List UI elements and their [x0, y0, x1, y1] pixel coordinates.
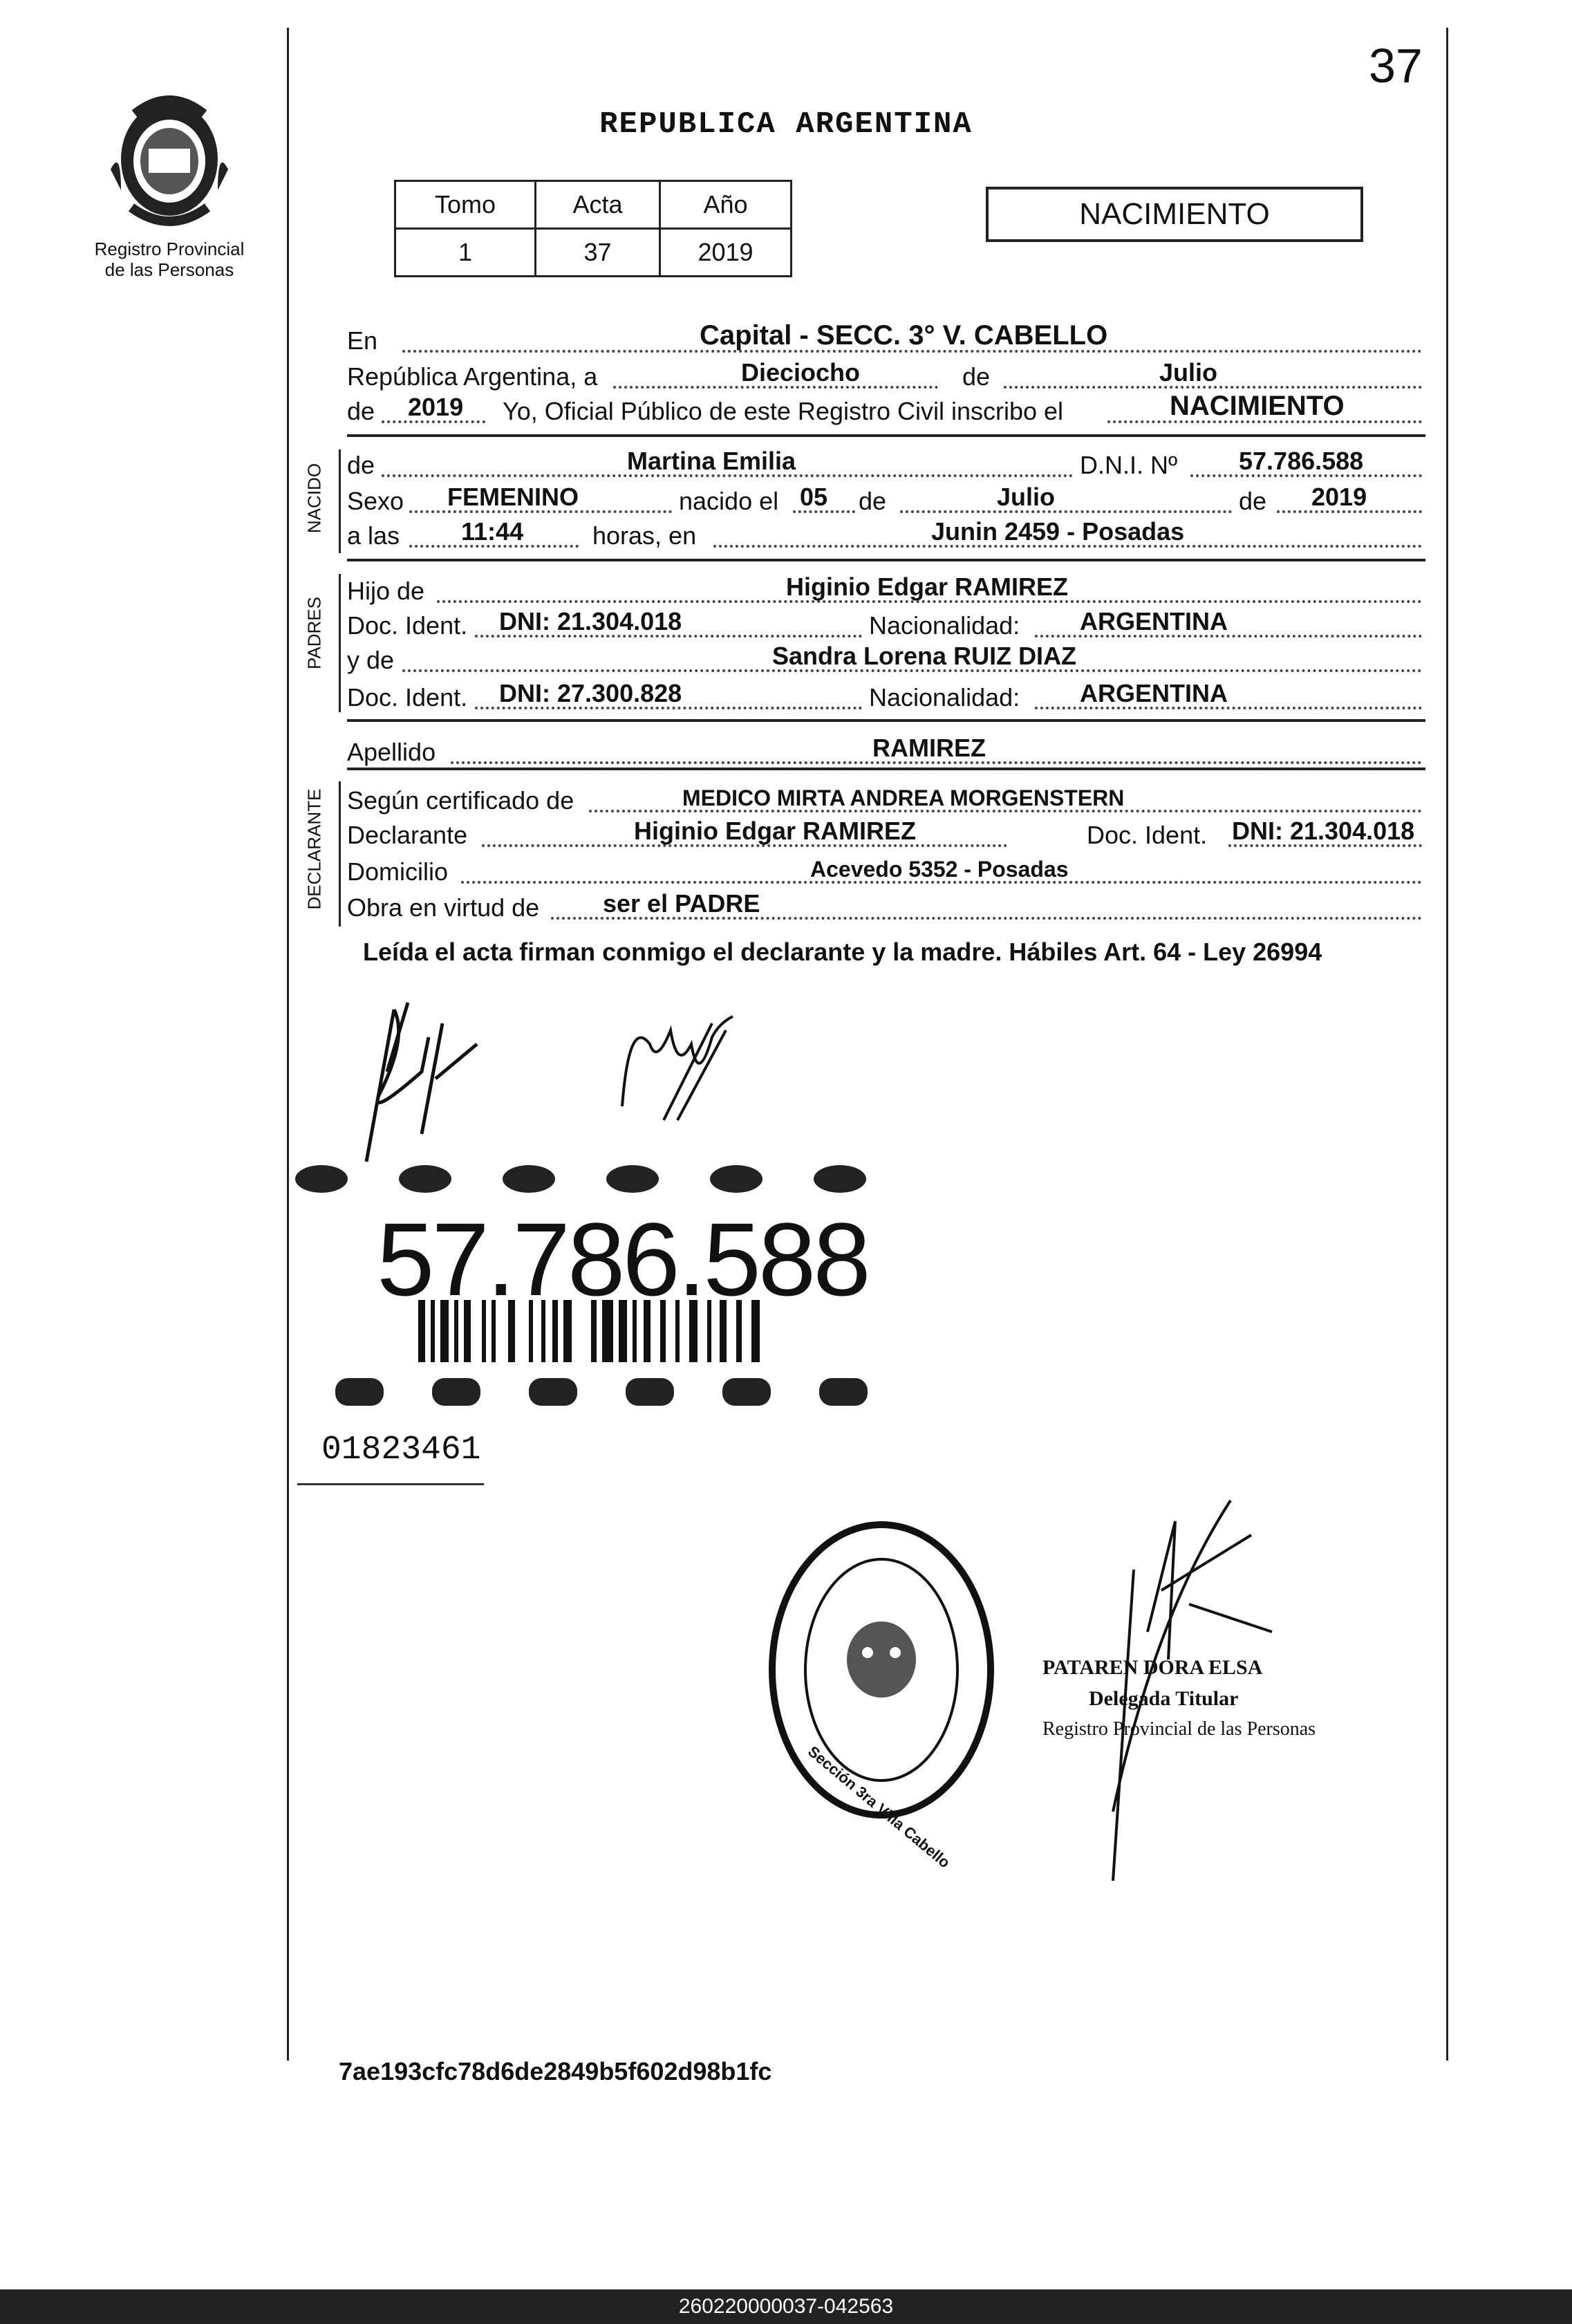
label-doc-padre: Doc. Ident.	[347, 611, 468, 640]
value-madre: Sandra Lorena RUIZ DIAZ	[772, 642, 1077, 670]
value-madre-nacionalidad: ARGENTINA	[1080, 679, 1228, 707]
value-apellido: RAMIREZ	[872, 734, 986, 762]
footer-code: 260220000037-042563	[678, 2295, 894, 2318]
document-title: REPUBLICA ARGENTINA	[599, 107, 973, 142]
row-declarante	[347, 812, 1425, 854]
label-a-las: a las	[347, 521, 400, 550]
declarante-signature	[339, 996, 518, 1175]
label-nacido-el: nacido el	[679, 487, 779, 515]
value-doc-declarante: DNI: 21.304.018	[1232, 817, 1415, 845]
record-table-value-row	[395, 229, 792, 277]
label-doc-madre: Doc. Ident.	[347, 683, 468, 712]
value-padre-nacionalidad: ARGENTINA	[1080, 607, 1228, 635]
label-de: de	[962, 362, 991, 391]
official-org: Registro Provincial de las Personas	[1042, 1718, 1316, 1740]
section-bar-declarante	[339, 781, 341, 927]
official-title: Delegada Titular	[1089, 1687, 1239, 1710]
label-de-mes: de	[859, 487, 887, 515]
row-nombre	[347, 443, 1425, 484]
header-anio: Año	[660, 181, 792, 229]
official-seal	[764, 1514, 999, 1825]
row-hora	[347, 513, 1425, 555]
label-certificado: Según certificado de	[347, 786, 574, 815]
left-border-line	[287, 28, 289, 2061]
label-obra: Obra en virtud de	[347, 893, 540, 922]
label-de-anio: de	[347, 397, 375, 425]
logo-caption	[66, 239, 273, 280]
label-republica: República Argentina, a	[347, 362, 598, 391]
logo-caption-line-1: Registro Provincial	[94, 239, 245, 259]
footer-bar	[0, 2289, 1572, 2324]
label-hijo-de: Hijo de	[347, 577, 425, 605]
label-sexo: Sexo	[347, 487, 404, 515]
label-oficial: Yo, Oficial Público de este Registro Civil inscribo el	[503, 397, 1064, 425]
row-obra	[347, 885, 1425, 927]
label-y-de: y de	[347, 646, 395, 674]
label-nacionalidad-padre: Nacionalidad:	[869, 611, 1020, 640]
logo-caption-line-2: de las Personas	[104, 259, 234, 280]
value-madre-doc: DNI: 27.300.828	[499, 679, 682, 707]
section-divider	[347, 719, 1425, 722]
value-sexo: FEMENINO	[447, 483, 579, 511]
record-table-header-row	[395, 181, 792, 229]
value-obra: ser el PADRE	[603, 889, 760, 918]
madre-signature	[608, 1003, 760, 1127]
label-horas-en: horas, en	[592, 521, 697, 550]
section-bar-nacido	[339, 449, 341, 553]
value-anio-nacimiento: 2019	[1311, 483, 1367, 511]
value-dni: 57.786.588	[1239, 447, 1364, 475]
value-dia: Dieciocho	[741, 358, 861, 387]
section-divider	[347, 559, 1425, 561]
label-declarante: Declarante	[347, 821, 468, 849]
value-padre: Higinio Edgar RAMIREZ	[786, 573, 1068, 601]
section-label-declarante: DECLARANTE	[303, 788, 325, 910]
row-madre-doc	[347, 675, 1425, 716]
value-lugar: Junin 2459 - Posadas	[931, 517, 1185, 546]
label-doc-declarante: Doc. Ident.	[1087, 821, 1208, 849]
value-inscribo: NACIMIENTO	[1170, 391, 1345, 421]
record-type-box: NACIMIENTO	[986, 187, 1363, 242]
value-domicilio: Acevedo 5352 - Posadas	[810, 857, 1069, 882]
section-label-padres: PADRES	[303, 597, 325, 669]
official-name: PATAREN DORA ELSA	[1042, 1656, 1263, 1679]
label-dni: D.N.I. Nº	[1080, 451, 1178, 479]
sticker-pattern-top	[294, 1155, 902, 1203]
sticker-id-number: 57.786.588	[377, 1201, 868, 1317]
label-nacionalidad-madre: Nacionalidad:	[869, 683, 1020, 712]
value-padre-doc: DNI: 21.304.018	[499, 607, 682, 635]
value-nombre: Martina Emilia	[627, 447, 796, 475]
row-y-de	[347, 638, 1425, 679]
value-anio-registro: 2019	[408, 393, 464, 421]
value-mes: Julio	[1159, 358, 1218, 387]
document-hash: 7ae193cfc78d6de2849b5f602d98b1fc	[339, 2057, 772, 2085]
label-apellido: Apellido	[347, 738, 436, 766]
section-label-nacido: NACIDO	[303, 463, 325, 534]
value-anio: 2019	[660, 229, 792, 277]
section-divider	[347, 434, 1425, 437]
sticker-pattern-bottom	[294, 1375, 902, 1409]
row-inscribo	[347, 389, 1425, 430]
page-number: 37	[1369, 39, 1423, 93]
label-de-anio-nac: de	[1239, 487, 1267, 515]
row-domicilio	[347, 849, 1425, 891]
value-acta: 37	[536, 229, 660, 277]
label-en: En	[347, 326, 378, 355]
label-de-nombre: de	[347, 451, 375, 479]
section-bar-padres	[339, 574, 341, 712]
record-table	[394, 180, 792, 277]
value-certificado: MEDICO MIRTA ANDREA MORGENSTERN	[682, 785, 1125, 810]
sticker-serial: 01823461	[321, 1431, 481, 1469]
value-mes-nacimiento: Julio	[997, 483, 1056, 511]
row-apellido	[347, 729, 1425, 771]
seal-inner-text: Sección 3ra Villa Cabello	[804, 1742, 954, 1872]
legal-note: Leída el acta firman conmigo el declarante y la madre. Hábiles Art. 64 - Ley 26994	[363, 938, 1322, 966]
value-dia-nacimiento: 05	[800, 483, 828, 511]
value-hora: 11:44	[461, 517, 524, 546]
value-tomo: 1	[395, 229, 536, 277]
row-en	[347, 318, 1425, 360]
section-divider	[347, 768, 1425, 770]
label-domicilio: Domicilio	[347, 857, 449, 886]
value-localidad: Capital - SECC. 3° V. CABELLO	[700, 320, 1108, 351]
value-declarante: Higinio Edgar RAMIREZ	[634, 817, 916, 845]
header-tomo: Tomo	[395, 181, 536, 229]
header-acta: Acta	[536, 181, 660, 229]
serial-underline	[297, 1483, 484, 1485]
